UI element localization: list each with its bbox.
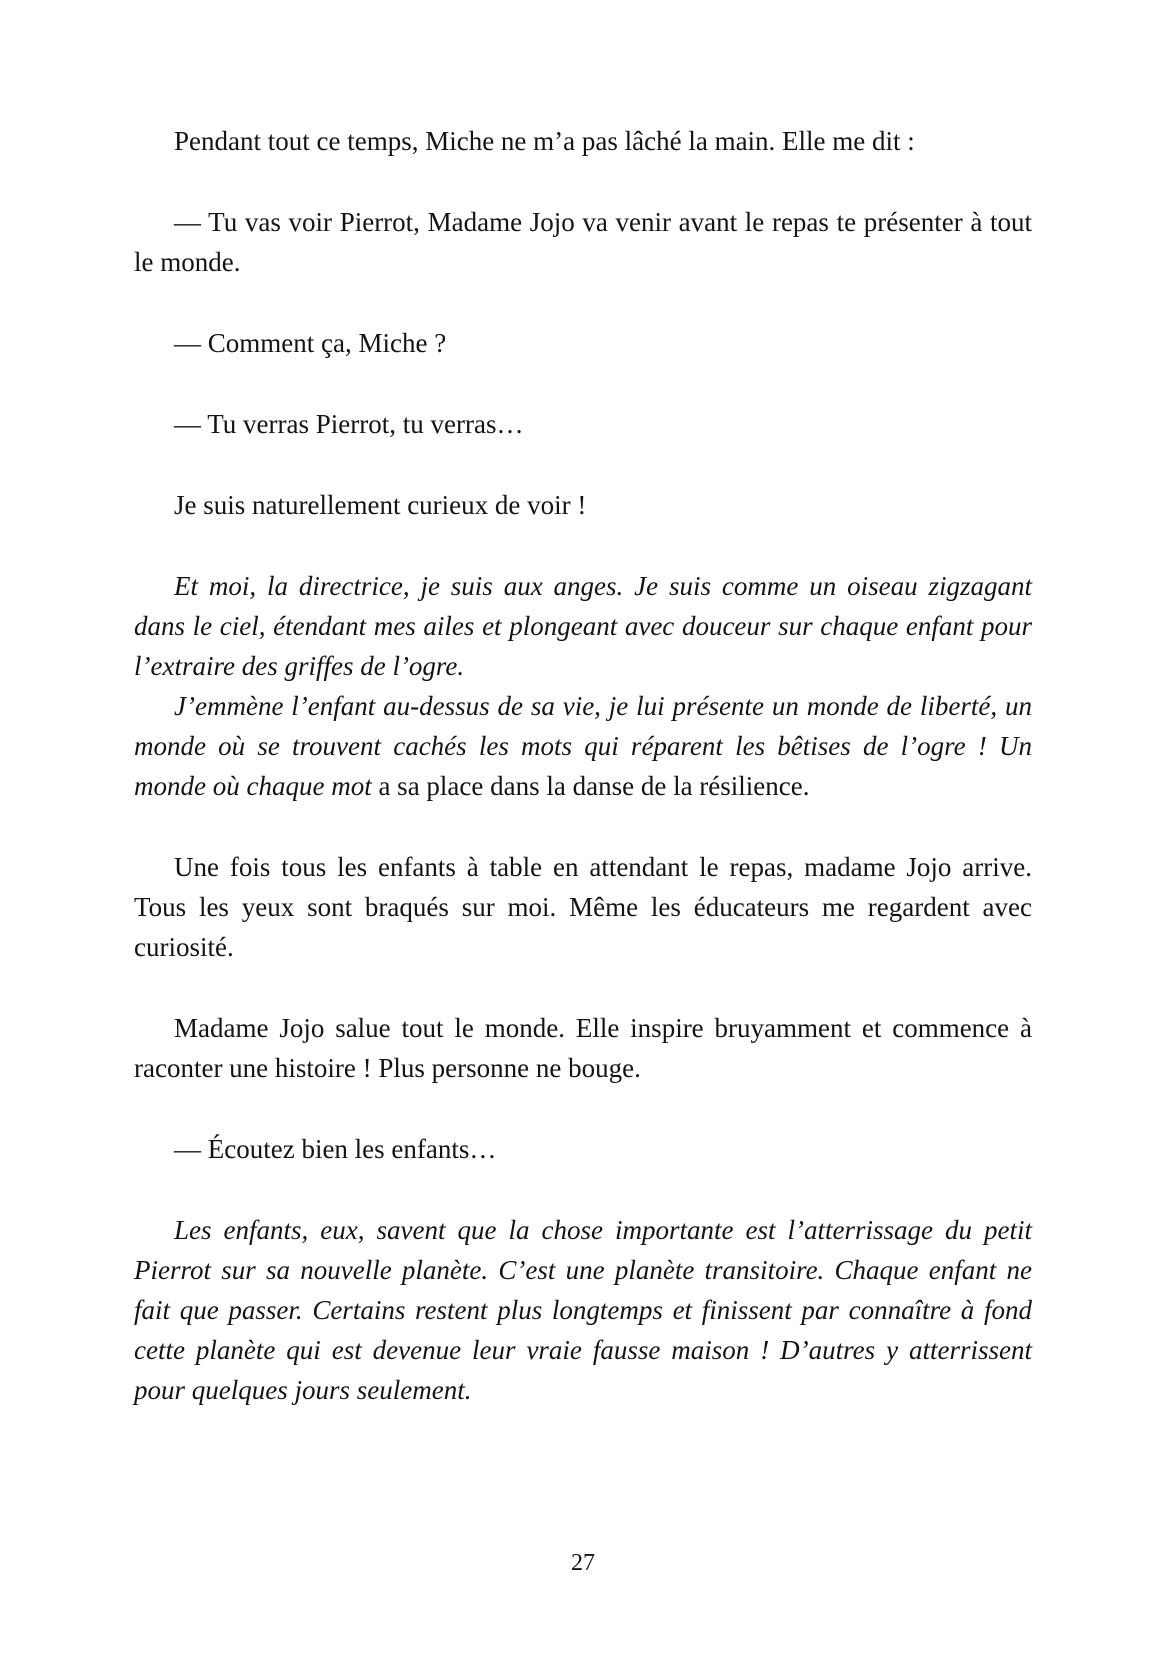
paragraph-narration-3: Une fois tous les enfants à table en attendant le repas, madame Jojo arrive. Tous les yeux sont braqués sur moi. Même les éducateurs me regardent avec curiosité. [134, 852, 1032, 962]
body-text [134, 121, 1032, 1410]
paragraph-italic-2 [134, 686, 1032, 806]
paragraph-narration-2: Je suis naturellement curieux de voir ! [174, 490, 587, 520]
paragraph-dialogue-2: — Comment ça, Miche ? [174, 328, 447, 358]
paragraph-italic-2-roman-part: a sa place dans la danse de la résilience. [371, 771, 810, 801]
paragraph-italic-3: Les enfants, eux, savent que la chose importante est l’atterrissage du petit Pierrot sur sa nouvelle planète. C’est une planète transitoire. Chaque enfant ne fait que passer. Certains restent plus longtemps et finissent par connaître à fond cette planète qui est devenue leur vraie fausse maison ! D’autres y atterrissent pour quelques jours seulement. [134, 1215, 1032, 1405]
paragraph-italic-2-italic-part: J’emmène l’enfant au-dessus de sa vie, je lui présente un monde de liberté, un monde où se trouvent cachés les mots qui réparent les bêtises de l’ogre ! Un monde où chaque mot [134, 691, 1032, 801]
paragraph-narration-4: Madame Jojo salue tout le monde. Elle inspire bruyamment et commence à raconter une histoire ! Plus personne ne bouge. [134, 1013, 1032, 1083]
paragraph-dialogue-3: — Tu verras Pierrot, tu verras… [174, 409, 524, 439]
page-number: 27 [571, 1550, 595, 1576]
paragraph-narration-1: Pendant tout ce temps, Miche ne m’a pas lâché la main. Elle me dit : [174, 126, 915, 156]
paragraph-dialogue-4: — Écoutez bien les enfants… [174, 1134, 497, 1164]
paragraph-italic-1: Et moi, la directrice, je suis aux anges. Je suis comme un oiseau zigzagant dans le ciel, étendant mes ailes et plongeant avec douceur sur chaque enfant pour l’extraire des griffes de l’ogre. [134, 571, 1032, 681]
paragraph-dialogue-1: — Tu vas voir Pierrot, Madame Jojo va venir avant le repas te présenter à tout le monde. [134, 207, 1032, 277]
